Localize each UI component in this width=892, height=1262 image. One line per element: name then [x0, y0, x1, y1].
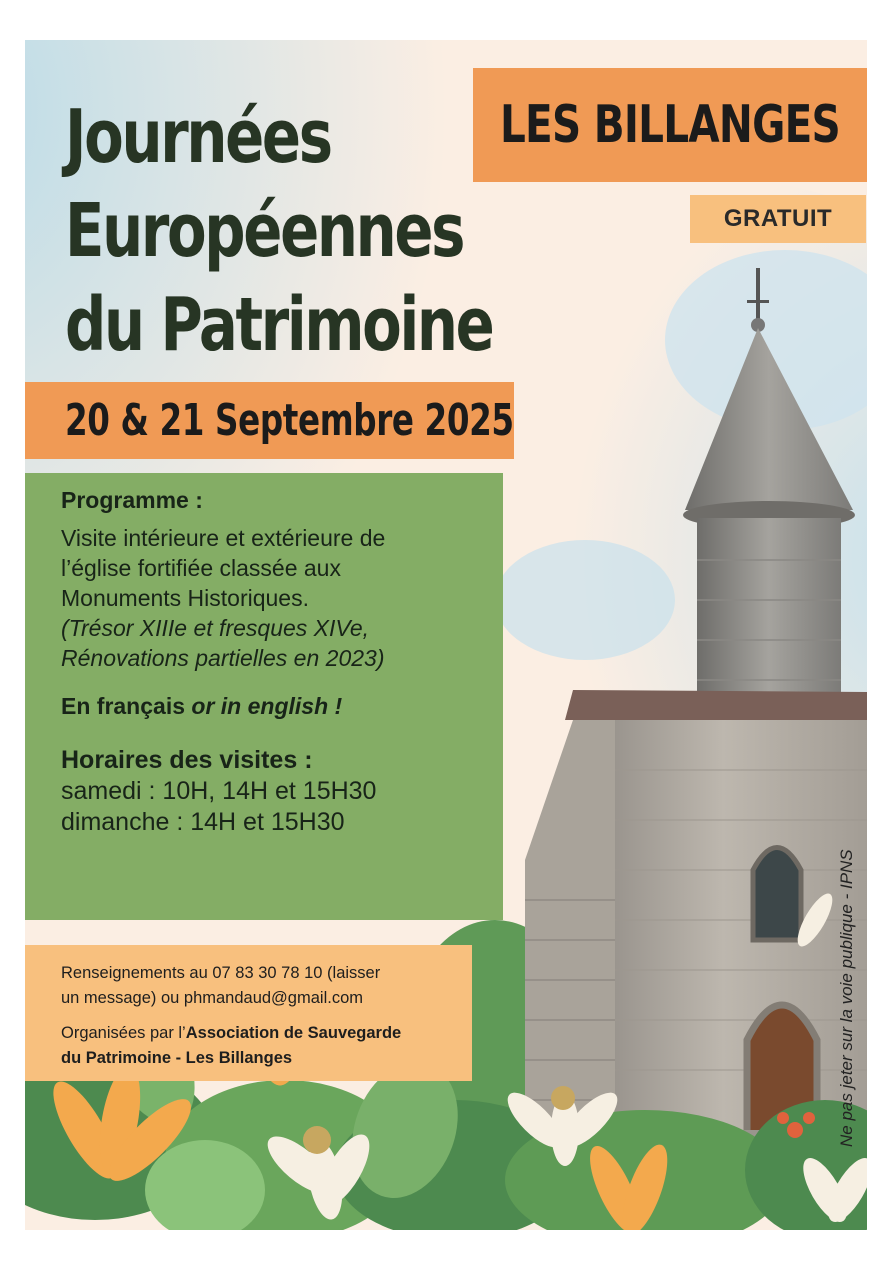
language-french: En français: [61, 693, 192, 719]
organizer-prefix: Organisées par l’: [61, 1024, 186, 1042]
organizer-name-1: Association de Sauvegarde: [185, 1024, 402, 1042]
program-line: Monuments Historiques.: [61, 585, 309, 611]
program-note-line: Rénovations partielles en 2023): [61, 645, 385, 671]
title-line-3: du Patrimoine: [65, 282, 493, 368]
poster: [25, 40, 867, 1230]
program-line: l’église fortifiée classée aux: [61, 555, 341, 581]
program-description: [61, 523, 503, 673]
contact-line: Renseignements au 07 83 30 78 10 (laisser: [61, 964, 381, 982]
event-dates: 20 & 21 Septembre 2025: [65, 395, 514, 446]
title-line-1: Journées: [65, 94, 331, 180]
legal-notice: Ne pas jeter sur la voie publique - IPNS: [837, 849, 856, 1147]
event-title: [65, 90, 492, 372]
title-line-2: Européennes: [65, 188, 464, 274]
organizer-line-2: [61, 1046, 472, 1071]
hours-list: [61, 776, 503, 838]
hours-saturday: samedi : 10H, 14H et 15H30: [61, 777, 377, 805]
town-banner: [473, 68, 867, 182]
town-name: LES BILLANGES: [500, 95, 841, 155]
info-panel: [25, 945, 472, 1081]
date-banner: [25, 382, 514, 459]
program-heading: Programme :: [61, 487, 203, 513]
hours-sunday: dimanche : 14H et 15H30: [61, 808, 345, 836]
program-panel: [25, 473, 503, 920]
language-english: or in english !: [191, 693, 343, 719]
program-note-line: (Trésor XIIIe et fresques XIVe,: [61, 615, 370, 641]
program-line: Visite intérieure et extérieure de: [61, 525, 386, 551]
price-badge: GRATUIT: [690, 195, 866, 243]
hours-heading: Horaires des visites :: [61, 746, 313, 774]
organizer-name-2: du Patrimoine - Les Billanges: [61, 1049, 293, 1067]
contact-line: un message) ou phmandaud@gmail.com: [61, 989, 363, 1007]
organizer-line: [61, 1021, 472, 1046]
language-line: [61, 691, 503, 721]
